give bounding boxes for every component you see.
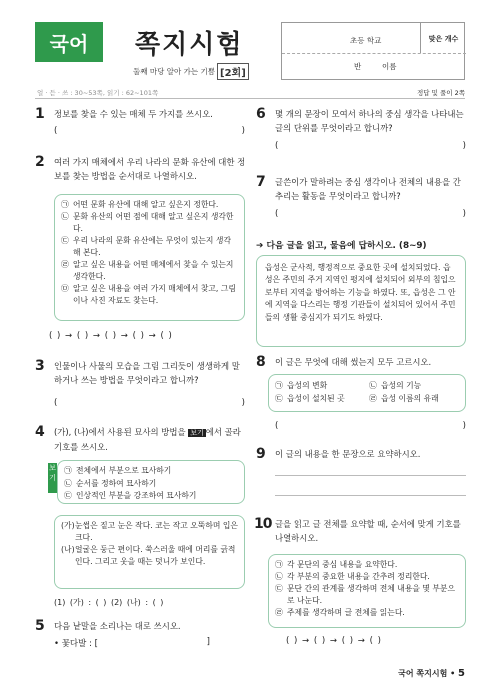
score-divider [282,53,466,54]
item-text: 인상적인 부분을 강조하여 묘사하기 [76,491,197,500]
header-divider [35,98,465,99]
round-label: [2회] [217,63,249,80]
item-mark: ㉠ [275,381,283,390]
bogi-tag: 보기 [48,463,57,493]
answer-blank-7[interactable] [275,209,466,219]
option-item[interactable] [369,379,421,392]
question-text: 인물이나 사물의 모습을 그림 그리듯이 생생하게 말하거나 쓰는 방법을 무엇이라고 합니까? [54,361,240,385]
item-mark: ㉣ [369,394,377,403]
item-text: 읍성 이름의 유래 [381,394,439,403]
paren-close: ) [241,126,245,136]
paren-open: ( [275,141,279,151]
question-text: 이 글은 무엇에 대해 썼는지 모두 고르시오. [275,357,432,367]
question-text-part: 에서 골라 기호를 쓰시오. [54,427,241,452]
question-text: 다음 낱말을 소리나는 대로 쓰시오. [54,621,181,631]
list-item [275,559,459,571]
item-text: 문화 유산의 어떤 점에 대해 알고 싶은지 생각한다. [73,212,234,233]
question-text-part: (가), (나)에서 사용된 묘사의 방법을 [54,427,186,437]
header [35,22,465,82]
item-mark: ㉠ [64,466,72,475]
item-text: 각 문단의 중심 내용을 요약한다. [287,560,398,569]
page-footer [398,668,465,679]
item-mark: (나) [61,545,75,554]
subtitle [133,63,249,80]
page-number: 5 [458,668,465,679]
question-number: 3 [35,358,45,374]
reading-passage: 읍성은 군사적, 행정적으로 중요한 곳에 설치되었다. 읍성은 주민의 주거 지역인 평지에 설치되어 외부의 침입으로부터 지역을 방어하는 기능을 하였다. 또, 읍성은 그 안에 지역을 다스리는 행정 기관들이 설치되어 있어서 주민들의 생활 중심지가 되기도 하였다. [256,255,466,347]
item-mark: ㉡ [61,212,69,221]
item-text: 알고 싶은 내용을 어떤 매체에서 찾을 수 있는지 생각한다. [73,260,234,281]
answer-line[interactable] [275,495,466,496]
name-label: 이름 [382,62,397,71]
section-instruction [256,238,427,251]
answer-blank-3[interactable] [54,398,245,408]
order-answer-blanks[interactable]: ( ) → ( ) → ( ) → ( ) → ( ) [49,331,172,341]
list-item [61,259,238,283]
answer-blank-8[interactable] [275,421,466,431]
question-number: 2 [35,154,45,170]
question-number: 7 [256,174,266,190]
list-item [61,199,238,211]
subject-badge: 국어 [35,22,103,62]
answer-blank-6[interactable] [275,141,466,151]
paren-close: ) [462,209,466,219]
item-text: 읍성이 설치된 곳 [287,394,345,403]
question-text: 이 글의 내용을 한 문장으로 요약하시오. [275,449,421,459]
question-text: 몇 개의 문장이 모여서 하나의 중심 생각을 나타내는 글의 단위를 무엇이라고 합니까? [275,109,464,133]
paren-close: ) [462,421,466,431]
question-text: 정보를 찾을 수 있는 매체 두 가지를 쓰시오. [54,109,213,119]
item-mark: ㉠ [61,200,69,209]
list-item [275,583,459,607]
page-title: 쪽지시험 [135,30,244,60]
item-text: 우리 나라의 문화 유산에는 무엇이 있는지 생각해 본다. [73,236,231,257]
item-mark: ㉡ [64,478,72,488]
class-label: 반 [354,62,362,71]
bogi-options-box [57,460,245,504]
item-text: 전체에서 부분으로 묘사하기 [76,466,172,475]
item-mark: ㉢ [61,236,69,245]
item-mark: ㉢ [275,584,283,593]
answer-blank-1[interactable] [54,126,245,136]
item-mark: ㉢ [275,394,283,403]
item-mark: ㉣ [61,260,69,269]
bogi-inline-tag: 보기 [190,429,204,437]
q8-options-box [268,374,466,412]
item-text: 어떤 문화 유산에 대해 알고 싶은지 정한다. [73,200,219,209]
question-text: 글을 읽고 글 전체를 요약할 때, 순서에 맞게 기호를 나열하시오. [275,519,461,543]
paren-close: ) [241,398,245,408]
paren-open: ( [275,209,279,219]
answer-line[interactable] [275,475,466,476]
list-item [275,571,459,583]
order-answer-blanks[interactable]: ( ) → ( ) → ( ) → ( ) [286,636,381,646]
list-item [64,478,238,491]
item-mark: ㉠ [275,560,283,569]
paren-open: ( [54,398,58,408]
item-mark: ㉢ [64,491,72,500]
item-mark: ㉡ [275,572,283,581]
item-mark: ㉤ [61,284,69,293]
page-range-info: 얼 · 듣 · 쓰 : 30~53쪽, 읽기 : 62~101쪽 [37,89,159,97]
option-item[interactable] [275,392,369,405]
option-row [275,392,459,405]
option-row [275,379,459,392]
item-text: 얼굴은 둥근 편이다. 쑥스러울 때에 머리를 긁적인다. 그리고 웃을 때는 덧니가 보인다. [75,545,236,566]
item-text: 각 부분의 중요한 내용을 간추려 정리한다. [287,572,430,581]
option-item[interactable] [369,392,439,405]
question-number: 9 [256,446,266,462]
answer-reference: 정답 및 풀이 2쪽 [416,89,465,97]
item-text: 눈썹은 짙고 눈은 작다. 코는 작고 오뚝하며 입은 크다. [75,521,238,542]
list-item [64,465,238,478]
paren-close: ) [462,141,466,151]
descriptions-box [54,515,245,589]
question-number: 5 [35,618,45,634]
school-label: 초등 학교 [350,36,382,45]
item-text: 읍성의 기능 [381,381,422,390]
paren-open: ( [275,421,279,431]
item-text: 순서를 정하여 묘사하기 [76,478,157,488]
footer-label: 국어 쪽지시험 • [398,669,456,678]
question-number: 6 [256,106,266,122]
item-text: 주제를 생각하며 글 전체를 읽는다. [287,608,405,617]
question-number: 4 [35,424,45,440]
item-mark: (가) [61,521,75,530]
paren-open: ( [54,126,58,136]
list-item [61,283,238,307]
q10-options-box [268,554,466,628]
list-item [61,211,238,235]
question-text: 여러 가지 매체에서 우리 나라의 문화 유산에 대한 정보를 찾는 방법을 순서대로 나열하시오. [54,157,246,181]
item-mark: ㉣ [275,608,283,617]
score-box [281,22,465,80]
subtitle-text: 둘째 마당 알아 가는 기쁨 [133,67,215,76]
list-item [61,235,238,259]
question-number: 1 [35,106,45,122]
correct-count-label: 맞은 개수 [420,23,466,53]
question-number: 8 [256,354,266,370]
bracket-close: ] [206,637,210,647]
question-text: 글쓴이가 말하려는 중심 생각이나 전체의 내용을 간추리는 활동을 무엇이라고 합니까? [275,177,461,201]
item-mark: ㉡ [369,381,377,390]
section-text: 다음 글을 읽고, 물음에 답하시오. (8~9) [266,241,427,251]
list-item [275,607,459,619]
item-text: 알고 싶은 내용을 여러 가지 매체에서 찾고, 그림이나 사진 자료도 찾는다. [73,284,236,305]
question-number: 10 [254,516,272,532]
item-text: 문단 간의 관계를 생각하며 전체 내용을 몇 부분으로 나눈다. [287,584,455,605]
list-item [64,490,238,503]
list-item [61,520,238,544]
word-label: • 꽃다발 : [ [54,639,98,649]
pronunciation-answer[interactable] [54,637,210,649]
options-box [54,194,245,321]
arrow-icon: ➔ [256,241,264,251]
q4-answer-blanks[interactable]: (1) (가) : ( ) (2) (나) : ( ) [54,598,164,607]
item-text: 읍성의 변화 [287,381,328,390]
question-text [54,426,247,454]
list-item [61,544,238,568]
option-item[interactable] [275,379,369,392]
